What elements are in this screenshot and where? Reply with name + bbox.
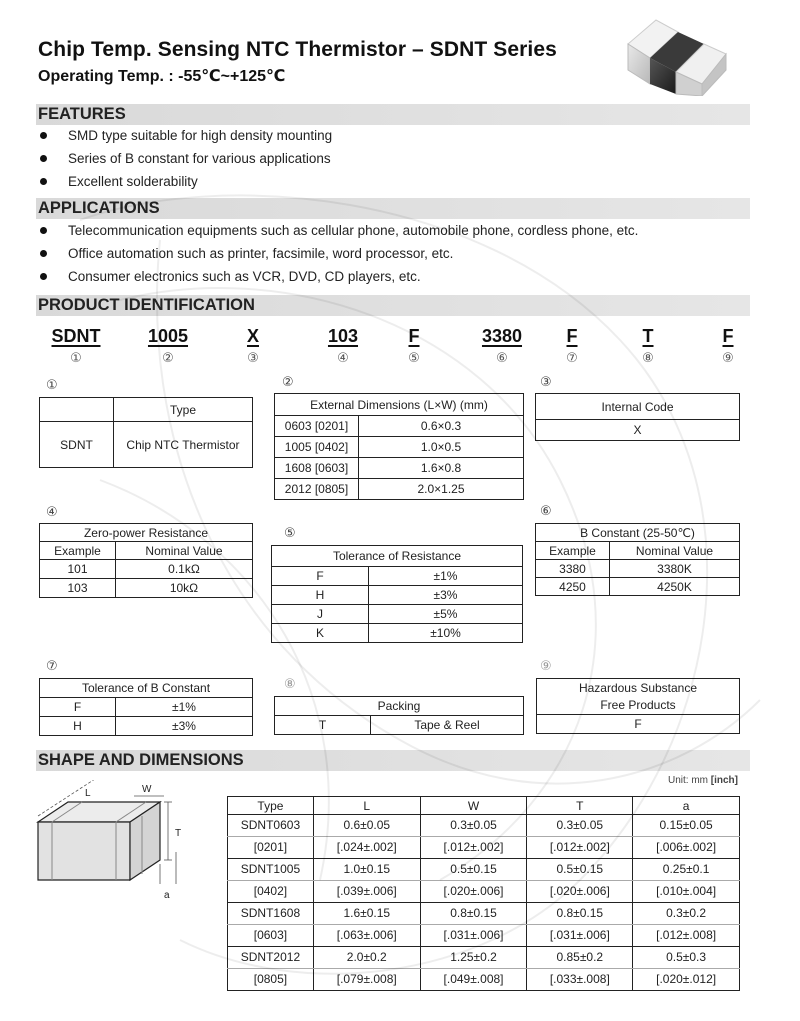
table-cell: 3380K — [610, 560, 740, 578]
column-header: Nominal Value — [116, 542, 253, 560]
column-header: Nominal Value — [610, 542, 740, 560]
type-table — [39, 397, 253, 468]
table-cell: 0.8±0.15 — [420, 903, 527, 925]
page-title: Chip Temp. Sensing NTC Thermistor – SDNT Series — [38, 38, 557, 61]
hsf-header-line2: Free Products — [600, 697, 676, 712]
code-number: ⑧ — [642, 350, 654, 365]
code-segment-hsf: F — [722, 326, 734, 346]
table-cell: SDNT2012 — [228, 947, 314, 969]
table-cell: [.033±.008] — [527, 969, 633, 991]
table-cell: 1.6±0.15 — [313, 903, 420, 925]
table-number: ② — [282, 374, 294, 389]
table-cell: K — [272, 624, 369, 643]
table-cell: 0.6×0.3 — [359, 416, 524, 437]
application-item: Office automation such as printer, facsimile, word processor, etc. — [38, 242, 638, 265]
table-cell: [.012±.002] — [420, 837, 527, 859]
table-row — [228, 881, 740, 903]
table-cell: 1005 [0402] — [275, 437, 359, 458]
table-cell: 0.85±0.2 — [527, 947, 633, 969]
table-cell: [.012±.008] — [633, 925, 740, 947]
table-row — [228, 947, 740, 969]
table-cell: [.063±.006] — [313, 925, 420, 947]
code-number: ③ — [247, 350, 259, 365]
table-cell: 1.0±0.15 — [313, 859, 420, 881]
table-cell: 0.6±0.05 — [313, 815, 420, 837]
internal-code-value: X — [536, 420, 740, 441]
applications-list — [38, 219, 638, 288]
table-cell: 0.5±0.15 — [527, 859, 633, 881]
table-cell: 0.8±0.15 — [527, 903, 633, 925]
code-segment-type: SDNT — [51, 326, 101, 346]
table-cell: ±3% — [116, 717, 253, 736]
res-tolerance-header: Tolerance of Resistance — [272, 546, 523, 567]
code-segment-b-tolerance: F — [566, 326, 578, 346]
resistance-table — [39, 523, 253, 598]
table-number: ③ — [540, 374, 552, 389]
table-cell: [.031±.006] — [420, 925, 527, 947]
column-header: T — [527, 797, 633, 815]
internal-code-header: Internal Code — [536, 394, 740, 420]
code-number: ② — [162, 350, 174, 365]
table-cell: [.031±.006] — [527, 925, 633, 947]
type-code-cell: SDNT — [40, 422, 114, 468]
product-identification-heading: PRODUCT IDENTIFICATION — [36, 295, 750, 316]
table-cell: 2012 [0805] — [275, 479, 359, 500]
table-number: ④ — [46, 504, 58, 519]
drawing-label-a: a — [164, 890, 170, 900]
table-cell: 0.5±0.3 — [633, 947, 740, 969]
table-cell: [.020±.006] — [420, 881, 527, 903]
shape-heading: SHAPE AND DIMENSIONS — [36, 750, 750, 771]
table-cell: 0.3±0.2 — [633, 903, 740, 925]
table-cell: Tape & Reel — [371, 716, 524, 735]
operating-temp: Operating Temp. : -55℃~+125℃ — [38, 68, 286, 85]
unit-inch: [inch] — [710, 775, 738, 786]
table-cell: [0201] — [228, 837, 314, 859]
column-header: Example — [536, 542, 610, 560]
table-cell: ±3% — [369, 586, 523, 605]
code-segment-resistance: 103 — [327, 326, 359, 346]
table-row — [228, 969, 740, 991]
type-table-header: Type — [114, 398, 253, 422]
unit-note — [668, 775, 738, 786]
table-cell: 0603 [0201] — [275, 416, 359, 437]
feature-item: Series of B constant for various applications — [38, 147, 332, 170]
table-row — [228, 859, 740, 881]
table-cell: F — [272, 567, 369, 586]
table-row — [228, 837, 740, 859]
code-number: ⑦ — [566, 350, 578, 365]
dimensions-table-header: External Dimensions (L×W) (mm) — [275, 394, 524, 416]
table-cell: [.012±.002] — [527, 837, 633, 859]
table-cell: 3380 — [536, 560, 610, 578]
b-tolerance-table — [39, 678, 253, 736]
table-row — [228, 903, 740, 925]
table-number: ⑦ — [46, 658, 58, 673]
code-segment-packing: T — [642, 326, 654, 346]
table-cell: ±5% — [369, 605, 523, 624]
table-cell: 0.1kΩ — [116, 560, 253, 579]
table-cell: [.020±.006] — [527, 881, 633, 903]
table-number: ⑥ — [540, 503, 552, 518]
table-number: ① — [46, 377, 58, 392]
application-item: Consumer electronics such as VCR, DVD, CD players, etc. — [38, 265, 638, 288]
table-cell: [.079±.008] — [313, 969, 420, 991]
table-number: ⑨ — [540, 658, 552, 673]
table-cell: SDNT1608 — [228, 903, 314, 925]
b-constant-table — [535, 523, 740, 596]
code-number: ④ — [337, 350, 349, 365]
feature-item: Excellent solderability — [38, 170, 332, 193]
table-cell: [0402] — [228, 881, 314, 903]
drawing-label-t: T — [175, 828, 182, 839]
table-cell: [.024±.002] — [313, 837, 420, 859]
table-cell: T — [275, 716, 371, 735]
packing-header: Packing — [275, 697, 524, 716]
table-cell: 0.3±0.05 — [527, 815, 633, 837]
table-cell: SDNT0603 — [228, 815, 314, 837]
table-cell: [.049±.008] — [420, 969, 527, 991]
table-cell: 2.0±0.2 — [313, 947, 420, 969]
drawing-label-l: L — [85, 788, 91, 799]
table-cell: J — [272, 605, 369, 624]
table-cell: [0805] — [228, 969, 314, 991]
hsf-header-line1: Hazardous Substance — [578, 680, 698, 695]
unit-label: Unit: mm — [668, 775, 711, 786]
code-number: ① — [70, 350, 82, 365]
table-cell: F — [537, 715, 740, 734]
table-number: ⑧ — [284, 676, 296, 691]
table-cell: 4250K — [610, 578, 740, 596]
table-cell: [.020±.012] — [633, 969, 740, 991]
table-cell: 0.25±0.1 — [633, 859, 740, 881]
table-cell: 4250 — [536, 578, 610, 596]
column-header: L — [313, 797, 420, 815]
applications-heading: APPLICATIONS — [36, 198, 750, 219]
hsf-table — [536, 678, 740, 734]
column-header: Example — [40, 542, 116, 560]
code-number: ⑤ — [408, 350, 420, 365]
table-cell: 2.0×1.25 — [359, 479, 524, 500]
dimensions-table — [274, 393, 524, 500]
column-header: a — [633, 797, 740, 815]
code-segment-dimensions: 1005 — [147, 326, 189, 346]
resistance-table-header: Zero-power Resistance — [40, 524, 253, 542]
table-cell: [.010±.004] — [633, 881, 740, 903]
column-header: Type — [228, 797, 314, 815]
table-cell: 0.5±0.15 — [420, 859, 527, 881]
drawing-label-w: W — [142, 784, 152, 795]
code-segment-b-constant: 3380 — [481, 326, 523, 346]
feature-item: SMD type suitable for high density mounting — [38, 124, 332, 147]
table-row — [228, 815, 740, 837]
res-tolerance-table — [271, 545, 523, 643]
features-heading: FEATURES — [36, 104, 750, 125]
column-header: W — [420, 797, 527, 815]
code-segment-internal: X — [246, 326, 259, 346]
code-number: ⑨ — [722, 350, 734, 365]
features-list — [38, 124, 332, 193]
table-cell: [.006±.002] — [633, 837, 740, 859]
table-cell: [0603] — [228, 925, 314, 947]
table-cell: ±1% — [116, 698, 253, 717]
table-cell: 1608 [0603] — [275, 458, 359, 479]
b-constant-header: B Constant (25-50℃) — [536, 524, 740, 542]
table-cell: ±10% — [369, 624, 523, 643]
table-cell: H — [40, 717, 116, 736]
table-number: ⑤ — [284, 525, 296, 540]
shape-dimensions-table — [227, 796, 740, 991]
table-cell: 1.25±0.2 — [420, 947, 527, 969]
internal-code-table — [535, 393, 740, 441]
table-row — [228, 925, 740, 947]
table-cell: 101 — [40, 560, 116, 579]
table-cell: ±1% — [369, 567, 523, 586]
table-cell: 0.15±0.05 — [633, 815, 740, 837]
table-cell: H — [272, 586, 369, 605]
chip-dimension-drawing — [30, 780, 220, 900]
table-cell: [.039±.006] — [313, 881, 420, 903]
table-cell: 0.3±0.05 — [420, 815, 527, 837]
type-desc-cell: Chip NTC Thermistor — [114, 422, 253, 468]
b-tolerance-header: Tolerance of B Constant — [40, 679, 253, 698]
table-cell: 10kΩ — [116, 579, 253, 598]
table-cell: 103 — [40, 579, 116, 598]
table-cell: SDNT1005 — [228, 859, 314, 881]
chip-photo — [618, 14, 736, 96]
application-item: Telecommunication equipments such as cellular phone, automobile phone, cordless phone, etc. — [38, 219, 638, 242]
code-segment-res-tolerance: F — [408, 326, 420, 346]
table-cell: 1.0×0.5 — [359, 437, 524, 458]
code-number: ⑥ — [496, 350, 508, 365]
table-cell: F — [40, 698, 116, 717]
table-cell: 1.6×0.8 — [359, 458, 524, 479]
packing-table — [274, 696, 524, 735]
